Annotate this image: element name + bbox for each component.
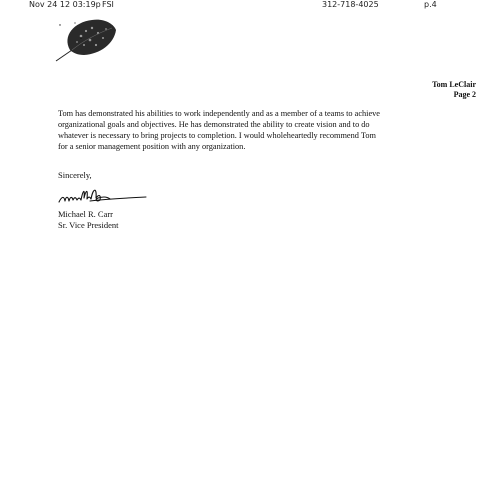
body-line: for a senior management position with any organization. <box>58 142 246 151</box>
recipient-name: Tom LeClair <box>432 80 476 89</box>
fax-page-number: p.4 <box>424 0 437 9</box>
fax-header <box>0 0 500 12</box>
page-label: Page 2 <box>453 90 476 99</box>
body-line: Tom has demonstrated his abilities to work independently and as a member of a teams to achieve <box>58 109 380 118</box>
letter-body <box>58 108 478 152</box>
signature-image <box>56 184 148 208</box>
fax-date-time: Nov 24 12 03:19p <box>29 0 101 9</box>
signer-title: Sr. Vice President <box>58 220 119 230</box>
fax-phone: 312-718-4025 <box>322 0 379 9</box>
body-line: organizational goals and objectives. He has demonstrated the ability to create vision and to do <box>58 120 370 129</box>
signer-block <box>58 209 118 231</box>
recipient-header <box>432 80 476 100</box>
leaf-logo-icon <box>48 14 120 64</box>
signer-name: Michael R. Carr <box>58 209 113 219</box>
letter-closing: Sincerely, <box>58 170 92 180</box>
fax-sender: FSI <box>102 0 114 9</box>
body-line: whatever is necessary to bring projects to completion. I would wholeheartedly recommend Tom <box>58 131 376 140</box>
